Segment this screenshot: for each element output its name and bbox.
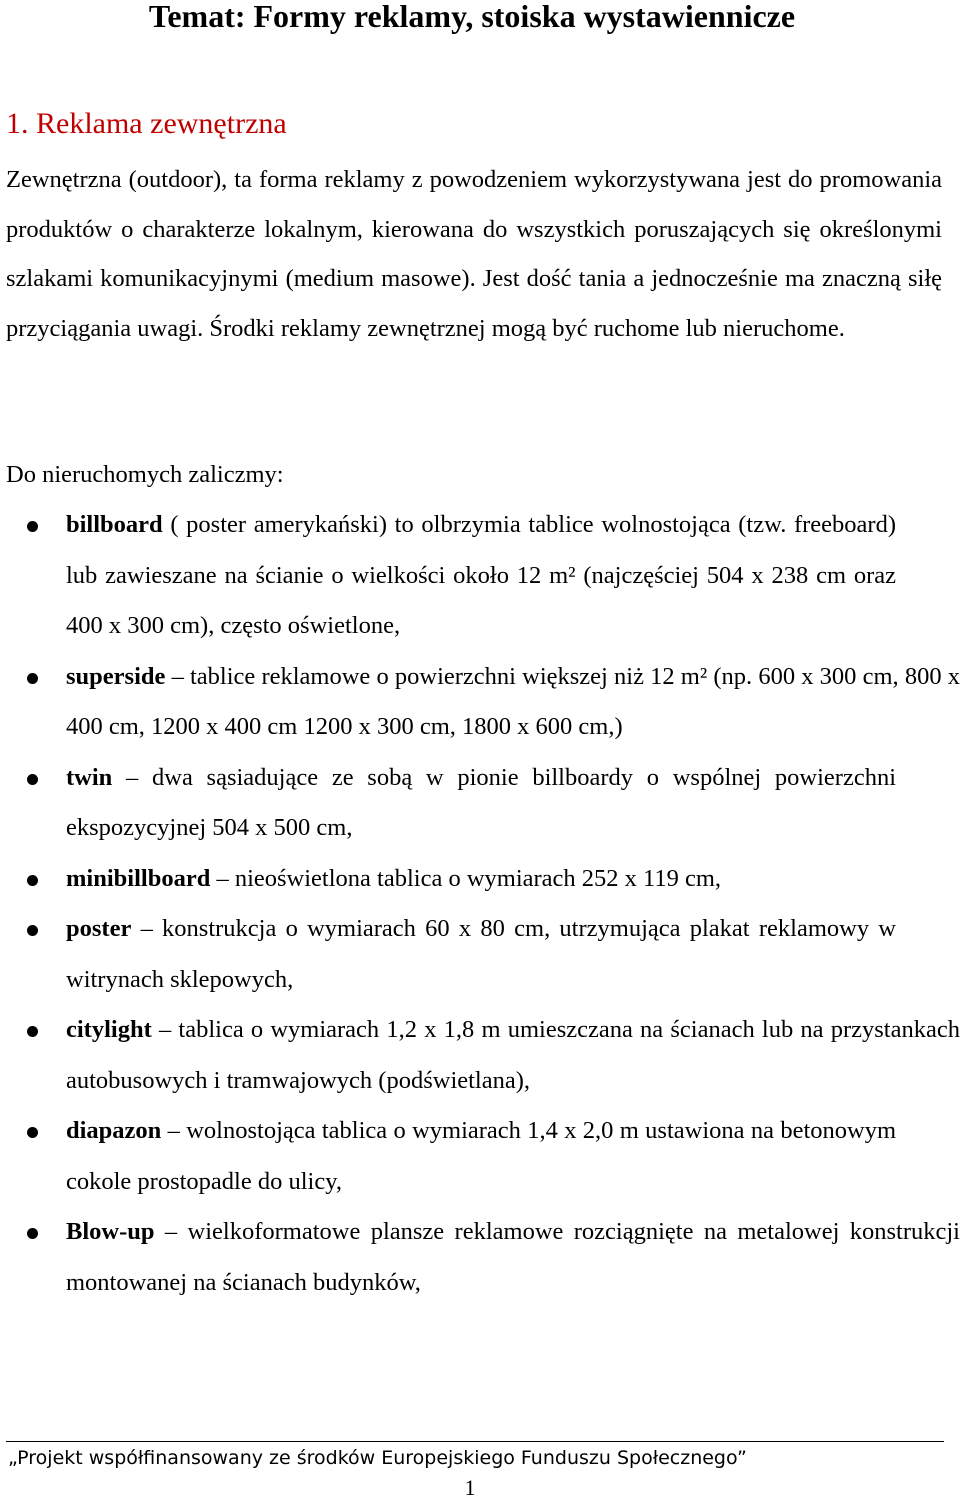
item-term: diapazon: [66, 1117, 162, 1144]
footer-text: „Projekt współfinansowany ze środków Europejskiego Funduszu Społecznego”: [8, 1447, 747, 1469]
list-item-twin: [0, 753, 896, 854]
item-term: twin: [66, 763, 113, 791]
bullet-icon: [27, 774, 38, 785]
page-title: Temat: Formy reklamy, stoiska wystawiennicze: [148, 0, 796, 34]
item-description: – tablice reklamowe o powierzchni większej niż 12 m² (np. 600 x 300 cm, 800 x 400 cm, 1200 x 400 cm 1200 x 300 cm, 1800 x 600 cm,): [66, 662, 960, 740]
list-lead: Do nieruchomych zaliczmy:: [6, 461, 284, 488]
item-description: – wielkoformatowe plansze reklamowe rozciągnięte na metalowej konstrukcji montowanej na ścianach budynków,: [66, 1218, 960, 1296]
item-term: citylight: [66, 1016, 152, 1043]
section-heading: 1. Reklama zewnętrzna: [6, 107, 287, 140]
item-term: poster: [66, 915, 132, 942]
bullet-icon: [27, 875, 38, 886]
item-term: billboard: [66, 511, 163, 538]
list-item-poster: [0, 904, 896, 1005]
list-item-billboard: [0, 500, 896, 652]
item-description: – wolnostojąca tablica o wymiarach 1,4 x 2,0 m ustawiona na betonowym cokole prostopadle do ulicy,: [66, 1117, 896, 1195]
bullet-icon: [27, 1228, 38, 1239]
bullet-icon: [27, 1026, 38, 1037]
item-description: ( poster amerykański) to olbrzymia tablice wolnostojąca (tzw. freeboard) lub zawieszane na ścianie o wielkości około 12 m² (najczęściej 504 x 238 cm oraz 400 x 300 cm), często oświetlone,: [66, 511, 896, 639]
item-description: – konstrukcja o wymiarach 60 x 80 cm, utrzymująca plakat reklamowy w witrynach sklepowych,: [66, 915, 896, 993]
advertising-forms-list: [0, 500, 960, 1308]
list-item-minibillboard: [0, 854, 896, 905]
bullet-icon: [27, 925, 38, 936]
list-item-superside: [0, 652, 960, 753]
list-item-citylight: [0, 1005, 960, 1106]
item-description: – dwa sąsiadujące ze sobą w pionie billboardy o wspólnej powierzchni ekspozycyjnej 504 x 500 cm,: [66, 763, 896, 841]
list-item-diapazon: [0, 1106, 896, 1207]
intro-paragraph: Zewnętrzna (outdoor), ta forma reklamy z powodzeniem wykorzystywana jest do promowania produktów o charakterze lokalnym, kierowana do wszystkich poruszających się określonymi szlakami komunikacyjnymi (medium masowe). Jest dość tania a jednocześnie ma znaczną siłę przyciągania uwagi. Środki reklamy zewnętrznej mogą być ruchome lub nieruchome.: [6, 166, 942, 342]
item-term: superside: [66, 662, 166, 690]
item-description: – nieoświetlona tablica o wymiarach 252 x 119 cm,: [210, 864, 722, 892]
bullet-icon: [27, 673, 38, 684]
page-number: 1: [464, 1475, 476, 1500]
list-item-blow-up: [0, 1207, 960, 1308]
item-term: minibillboard: [66, 864, 211, 892]
item-description: – tablica o wymiarach 1,2 x 1,8 m umieszczana na ścianach lub na przystankach autobusowych i tramwajowych (podświetlana),: [66, 1016, 960, 1094]
footer-divider: [6, 1441, 944, 1442]
bullet-icon: [27, 521, 38, 532]
item-term: Blow-up: [66, 1218, 155, 1245]
bullet-icon: [27, 1127, 38, 1138]
